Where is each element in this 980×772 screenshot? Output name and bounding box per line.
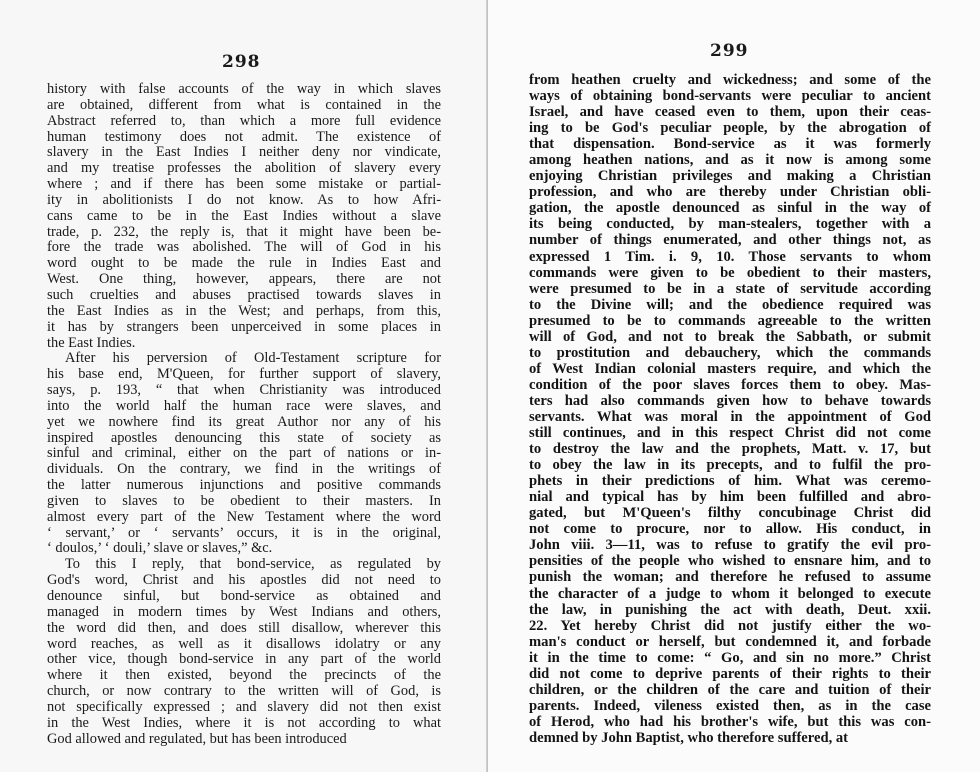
text-line: ity in abolitionists I do not know. As to how Afri- — [47, 191, 441, 208]
text-line: not come to procure, nor to allow. His conduct, in — [529, 521, 931, 538]
text-line: commands were given to be obedient to their masters, — [529, 264, 931, 281]
text-line: in the West Indies, where it is not according to what — [47, 714, 441, 731]
left-page-text — [47, 82, 441, 747]
right-page-number: 299 — [710, 41, 749, 61]
text-line: were presumed to be in a state of servitude according — [529, 280, 931, 297]
text-line: inspired apostles denouncing this state of society as — [47, 429, 441, 446]
text-line: where it then existed, beyond the precincts of the — [47, 667, 441, 684]
text-line: children, or the children of the care and tuition of their — [529, 681, 931, 698]
text-line: John viii. 3—11, was to refuse to gratify the evil pro- — [529, 537, 931, 554]
text-line: profession, and who are thereby under Christian obli- — [529, 184, 931, 201]
text-line: punish the woman; and therefore he refused to assume — [529, 569, 931, 586]
text-line: God allowed and regulated, but has been introduced — [47, 730, 347, 747]
text-line: and my treatise professes the abolition of slavery every — [47, 160, 441, 177]
text-line: history with false accounts of the way in which slaves — [47, 81, 441, 97]
text-line: God's word, Christ and his apostles did not need to — [47, 572, 441, 589]
text-line: to destroy the law and the prophets, Matt. v. 17, but — [529, 441, 931, 458]
text-line: says, p. 193, “ that when Christianity was introduced — [47, 382, 441, 399]
text-line: yet we nowhere find its great Author nor any of his — [47, 413, 441, 430]
text-line: denounce sinful, but bond-service as obtained and — [47, 588, 441, 604]
text-line: managed in modern times by West Indians and others, — [47, 603, 441, 620]
text-line: given to slaves to be obedient to their masters. In — [47, 492, 441, 509]
text-line: man's conduct or herself, but condemned it, and forbade — [529, 633, 931, 650]
text-line: pensities of the people who wished to ensnare him, and to — [529, 553, 931, 570]
right-page — [488, 0, 980, 772]
left-page-number: 298 — [222, 52, 261, 72]
text-line: did not come to deprive parents of their rights to their — [529, 665, 931, 682]
text-line: such cruelties and abuses practised towards slaves in — [47, 286, 441, 303]
text-line: number of things enumerated, and other things not, as — [529, 232, 931, 249]
text-line: other vice, though bond-service in any part of the world — [47, 651, 441, 668]
text-line: where ; and if there has been some mistake or partial- — [47, 176, 441, 193]
right-page-text — [529, 72, 931, 746]
text-line: the East Indies as in the West; and perhaps, from this, — [47, 302, 441, 319]
text-line: sinful and criminal, either on the part of nations or in- — [47, 445, 441, 462]
text-line: the law, in punishing the act with death, Deut. xxii. — [529, 601, 931, 618]
text-line: the character of a judge to whom it belonged to execute — [529, 585, 931, 602]
text-line: almost every part of the New Testament where the word — [47, 508, 441, 525]
text-line: slavery in the East Indies I neither deny nor vindicate, — [47, 144, 441, 161]
text-line: trade, p. 232, the reply is, that it might have been be- — [47, 223, 441, 240]
text-line: After his perversion of Old-Testament scripture for — [65, 350, 441, 367]
text-line: its being conducted, by man-stealers, together with a — [529, 216, 931, 233]
text-line: nial and typical has by him been fulfilled and abro- — [529, 489, 931, 506]
text-line: ters had also commands given how to behave towards — [529, 392, 931, 409]
text-line: church, or now contrary to the written will of God, is — [47, 683, 441, 700]
text-line: dividuals. On the contrary, we find in the writings of — [47, 461, 441, 478]
text-line: it has by strangers been unperceived in some places in — [47, 318, 441, 335]
text-line: still continues, and in this respect Christ did not come — [529, 425, 931, 442]
text-line: Israel, and have ceased even to them, upon their ceas- — [529, 104, 931, 121]
text-line: to prostitution and debauchery, which the commands — [529, 344, 931, 361]
text-line: word ought to be made the rule in Indies East and — [47, 255, 441, 272]
text-line: that dispensation. Bond-service as it was formerly — [529, 136, 931, 153]
text-line: West. One thing, however, appears, there are not — [47, 271, 441, 288]
text-line: ing to be God's peculiar people, by the abrogation of — [529, 120, 931, 137]
text-line: are obtained, different from what is contained in the — [47, 96, 441, 113]
text-line: expressed 1 Tim. i. 9, 10. Those servants to whom — [529, 248, 931, 265]
text-line: word reaches, as well as it disallows idolatry or any — [47, 635, 441, 652]
text-line: from heathen cruelty and wickedness; and some of the — [529, 72, 931, 88]
text-line: To this I reply, that bond-service, as regulated by — [65, 556, 441, 573]
text-line: it in the time to come: “ Go, and sin no more.” Christ — [529, 649, 931, 666]
text-line: 22. Yet hereby Christ did not justify either the wo- — [529, 617, 931, 634]
text-line: gation, the apostle denounced as sinful in the way of — [529, 200, 931, 217]
text-line: condition of the poor slaves forces them to obey. Mas- — [529, 376, 931, 393]
text-line: parents. Indeed, vileness existed then, as in the case — [529, 697, 931, 714]
text-line: will of God, and not to break the Sabbath, or submit — [529, 328, 931, 345]
text-line: ‘ servant,’ or ‘ servants’ occurs, it is in the original, — [47, 524, 441, 541]
text-line: ways of obtaining bond-servants were peculiar to ancient — [529, 88, 931, 105]
text-line: phets in their predictions of him. What was ceremo- — [529, 473, 931, 490]
text-line: human testimony does not admit. The existence of — [47, 128, 441, 145]
text-line: of Herod, who had his brother's wife, but this was con- — [529, 713, 931, 730]
text-line: demned by John Baptist, who therefore suffered, at — [529, 729, 849, 746]
text-line: to the Divine will; and the obedience required was — [529, 296, 931, 313]
text-line: gated, but M'Queen's filthy concubinage Christ did — [529, 505, 931, 522]
text-line: fore the trade was abolished. The will of God in his — [47, 239, 441, 256]
text-line: not specifically expressed ; and slavery did not then exist — [47, 698, 441, 715]
text-line: into the world half the human race were slaves, and — [47, 397, 441, 414]
text-line: among heathen nations, and as it now is among some — [529, 152, 931, 169]
text-line: of West Indian colonial masters require, and which the — [529, 360, 931, 377]
text-line: the East Indies. — [47, 334, 136, 351]
text-line: his base end, M'Queen, for further support of slavery, — [47, 366, 441, 383]
left-page — [0, 0, 488, 772]
text-line: to obey the law in its precepts, and to fulfil the pro- — [529, 457, 931, 474]
text-line: enjoying Christian privileges and making a Christian — [529, 168, 931, 185]
text-line: cans came to be in the East Indies without a slave — [47, 207, 441, 224]
text-line: presumed to be to commands agreeable to the written — [529, 312, 931, 329]
text-line: Abstract referred to, than which a more full evidence — [47, 112, 441, 129]
text-line: ‘ doulos,’ ‘ douli,’ slave or slaves,” &c. — [47, 540, 273, 557]
text-line: servants. What was moral in the appointment of God — [529, 408, 931, 425]
text-line: the word did then, and does still disallow, wherever this — [47, 619, 441, 636]
text-line: the latter numerous injunctions and positive commands — [47, 477, 441, 494]
